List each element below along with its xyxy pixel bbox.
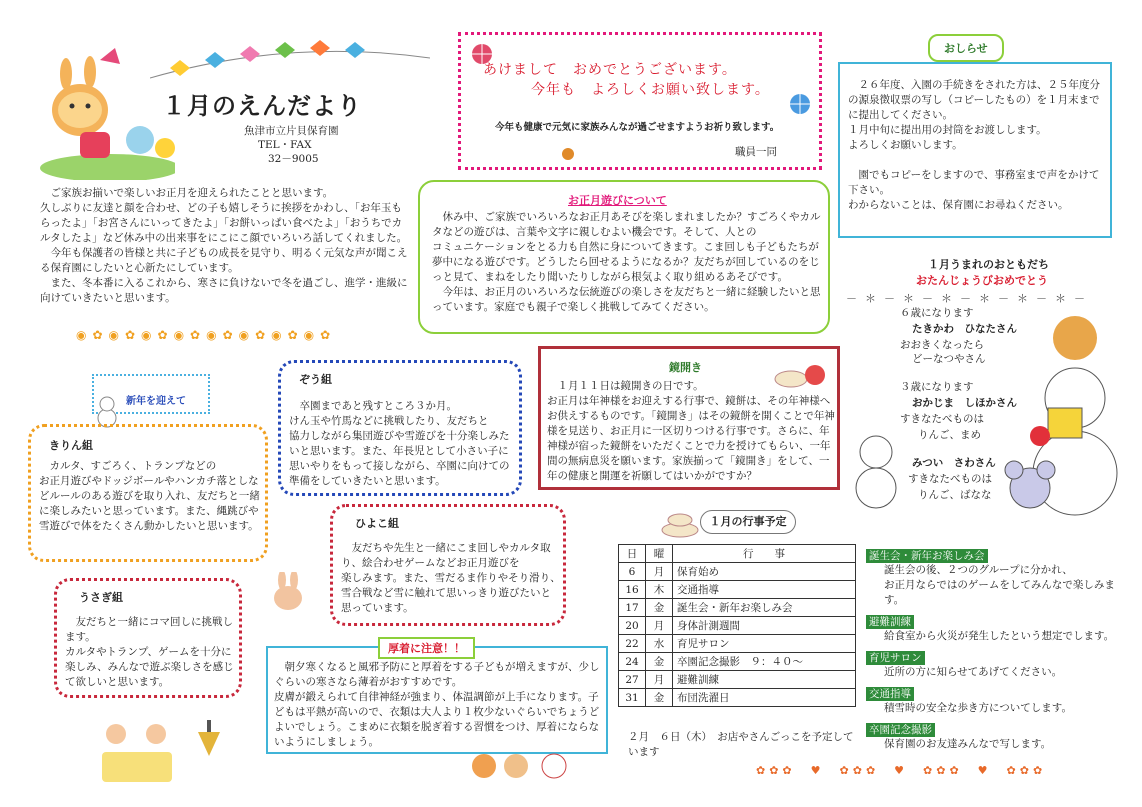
atsugi-heading: 厚着に注意！！: [388, 642, 465, 655]
schedule-event: 布団洗濯日: [673, 689, 856, 707]
greeting-box: [458, 32, 822, 170]
kirin-heading: きりん組: [49, 439, 93, 452]
table-row: [619, 671, 856, 689]
event-item: [866, 682, 1116, 716]
table-row: [619, 653, 856, 671]
greeting-signature: 職員一同: [735, 146, 777, 158]
event-text: 誕生会の後、２つのグループに分かれ、 お正月ならではのゲームをしてみんなで楽しみます。: [884, 564, 1115, 606]
event-text: 給食室から火災が発生したという想定でします。: [884, 630, 1115, 642]
event-tag: 避難訓練: [866, 615, 914, 629]
kagami-box: [538, 346, 840, 490]
birthday-frame-deco: －＊－＊－＊－＊－＊－＊－: [846, 292, 1093, 305]
schedule-day: 22: [619, 635, 646, 653]
schedule-weekday: 木: [646, 581, 673, 599]
event-tag: 卒園記念撮影: [866, 723, 935, 737]
schedule-event: 誕生会・新年お楽しみ会: [673, 599, 856, 617]
temari-ball-icon: [789, 93, 811, 115]
greeting-wish: 今年も健康で元気に家族みんなが過ごせますようお祈り致します。: [495, 122, 780, 133]
newyear-banner-text: 新年を迎えて: [126, 396, 186, 407]
usagi-heading: うさぎ組: [79, 591, 123, 604]
schedule-header-day: 日: [619, 545, 646, 563]
notice-body: ２６年度、入園の手続きをされた方は、２５年度分の源泉徴収票の写し（コピーしたもの）を１月末までに提出してください。 １月中旬に提出用の封筒をお渡しします。 よろしくお願いします。 園でもコピーをしますので、事務室まで声をかけて下さい。 わからないことは、保育園にお尋ねください。: [848, 79, 1100, 211]
event-item: [866, 646, 1116, 680]
birthday-kid-3-line1: すきなたべものは: [908, 473, 992, 485]
schedule-header-row: [619, 545, 856, 563]
schedule-event: 交通指導: [673, 581, 856, 599]
table-row: [619, 689, 856, 707]
kagami-heading: 鏡開き: [669, 361, 702, 374]
kirin-body: カルタ、すごろく、トランプなどの お正月遊びやドッジボールやハンカチ落としなどルールのある遊びを取り入れ、友だちと一緒に楽しみたいと思っています。また、縄跳びや雪遊びで体をたくさん動かしたいと思います。: [39, 460, 260, 532]
schedule-header-event: 行 事: [673, 545, 856, 563]
kite-string-deco: [150, 38, 430, 88]
event-tag: 誕生会・新年お楽しみ会: [866, 549, 988, 563]
schedule-weekday: 金: [646, 689, 673, 707]
schedule-weekday: 水: [646, 635, 673, 653]
zou-box: [278, 360, 522, 496]
event-text: 積雪時の安全な歩き方についてします。: [884, 702, 1072, 714]
page-title: １月のえんだより: [162, 92, 362, 120]
events-list: [866, 544, 1116, 752]
spinning-top-icon: [196, 718, 222, 758]
school-name: 魚津市立片貝保育園: [244, 125, 339, 137]
table-row: [619, 635, 856, 653]
atsugi-box: [266, 646, 608, 754]
schedule-event: 保育始め: [673, 563, 856, 581]
event-text: 近所の方に知らせてあげてください。: [884, 666, 1063, 678]
schedule-weekday: 月: [646, 671, 673, 689]
bottom-animals-illustration: [466, 746, 576, 786]
schedule-event: 卒園記念撮影 ９：４０～: [673, 653, 856, 671]
schedule-header-weekday: 曜: [646, 545, 673, 563]
birthday-kid-2-line1: すきなたべものは: [900, 413, 984, 425]
event-tag: 交通指導: [866, 687, 914, 701]
event-item: [866, 544, 1116, 608]
schedule-day: 17: [619, 599, 646, 617]
schedule-weekday: 月: [646, 617, 673, 635]
usagi-body: 友だちと一緒にコマ回しに挑戦します。 カルタやトランプ、ゲームを十分に楽しみ、みんなで遊ぶ楽しさを感じて欲しいと思います。: [65, 616, 234, 688]
table-row: [619, 563, 856, 581]
notice-heading: [928, 34, 1004, 62]
notice-heading-text: おしらせ: [944, 42, 988, 55]
table-row: [619, 617, 856, 635]
table-row: [619, 599, 856, 617]
bottom-deco-row: ✿✿✿ ♥ ✿✿✿ ♥ ✿✿✿ ♥ ✿✿✿: [756, 764, 1047, 777]
birthday-kid-3-line2: りんご、ばなな: [918, 489, 992, 501]
hiyoko-heading: ひよこ組: [355, 517, 399, 530]
schedule-footnote: ２月 ６日（木） お店やさんごっこを予定しています: [628, 731, 854, 758]
schedule-heading: １月の行事予定: [709, 515, 787, 528]
oshogatsu-heading: お正月遊びについて: [568, 194, 667, 207]
event-item: [866, 718, 1116, 752]
greeting-line-2: 今年も よろしくお願い致します。: [531, 82, 770, 98]
schedule-day: 31: [619, 689, 646, 707]
notice-box: [838, 62, 1112, 238]
mouse-illustration: [1000, 456, 1060, 516]
hiyoko-body: 友だちや先生と一緒にこま回しやカルタ取り、絵合わせゲームなどお正月遊びを 楽しみます。また、雪だるま作りやそり滑り、雪合戦など雪に触れて思いっきり遊びたいと思っています。: [341, 542, 561, 614]
schedule-event: 育児サロン: [673, 635, 856, 653]
schedule-table: [618, 544, 856, 707]
birthday-kid-1-line1: おおきくなったら: [900, 339, 984, 351]
schedule-heading-box: [700, 510, 796, 534]
hiyoko-box: [330, 504, 566, 626]
schedule-weekday: 月: [646, 563, 673, 581]
schedule-day: 6: [619, 563, 646, 581]
schedule-weekday: 金: [646, 599, 673, 617]
birthday-kid-2-name: おかじま しほかさん: [912, 397, 1017, 409]
birthday-subheading: おたんじょうびおめでとう: [916, 274, 1048, 287]
table-row: [619, 581, 856, 599]
temari-ball-icon: [561, 147, 575, 161]
birthday-kid-1-line2: どーなつやさん: [912, 353, 986, 365]
birthday-kid-1-age: ６歳になります: [900, 307, 974, 319]
tel-number: 32－9005: [268, 153, 319, 165]
birthday-kid-2-age: ３歳になります: [900, 381, 974, 393]
zou-heading: ぞう組: [299, 373, 332, 386]
kagami-mochi-icon: [660, 504, 700, 538]
atsugi-heading-box: [378, 637, 475, 659]
kagami-body: １月１１日は鏡開きの日です。 お正月は年神様をお迎えする行事で、鏡餅は、その年神様へお供えするものです。「鏡開き」はその鏡餅を開くことで年神様を見送り、お正月に一区切りつける行事です。さらに、年神様が宿った鏡餅をいただくことで力を授けてもらい、一年間の無病息災を願います。家族揃って「鏡開き」をして、一年の健康と開運を祈願してはいかがですか？: [547, 380, 835, 482]
usagi-box: [54, 578, 242, 698]
schedule-weekday: 金: [646, 653, 673, 671]
schedule-day: 16: [619, 581, 646, 599]
rabbit-illustration: [270, 572, 306, 612]
kirin-box: [28, 424, 268, 562]
schedule-day: 24: [619, 653, 646, 671]
event-item: [866, 610, 1116, 644]
schedule-day: 27: [619, 671, 646, 689]
children-karuta-illustration: [92, 712, 182, 788]
zou-body: 卒園まであと残すところ３か月。 けん玉や竹馬などに挑戦したり、友だちと 協力しながら集団遊びや雪遊びを十分楽しみたいと思います。また、年長児として小さい子に思いやりをもって接しながら、卒園に向けての準備をしていきたいと思います。: [289, 400, 510, 487]
birthday-kid-2-line2: りんご、まめ: [918, 429, 981, 441]
schedule-day: 20: [619, 617, 646, 635]
schedule-event: 避難訓練: [673, 671, 856, 689]
atsugi-body: 朝夕寒くなると風邪予防にと厚着をする子どもが増えますが、少しぐらいの寒さなら薄着がおすすめです。 皮膚が鍛えられて自律神経が強まり、体温調節が上手になります。子どもは平熱が高いので、衣類は大人より１枚少ないぐらいでちょうどよいでしょう。こまめに衣類を脱ぎ着する習慣をつけ、厚着にならないようにしましょう。: [274, 661, 600, 748]
tel-label: TEL・FAX: [258, 139, 312, 151]
birthday-kid-3-name: みつい さわさん: [912, 457, 996, 469]
event-text: 保育園のお友達みんなで写します。: [884, 738, 1052, 750]
birthday-heading: １月うまれのおともだち: [928, 258, 1049, 271]
snowman-icon: [94, 394, 120, 428]
schedule-event: 身体計測週間: [673, 617, 856, 635]
decorative-border-row: ◉✿◉✿◉✿◉✿◉✿◉✿◉✿◉✿: [76, 328, 337, 342]
intro-text: ご家族お揃いで楽しいお正月を迎えられたことと思います。 久しぶりに友達と顔を合わせ、どの子も嬉しそうに挨拶をかわし、「お年玉もらったよ」「お宮さんにいってきたよ」「お餅いっぱい食べたよ」「おうちでカルタしたよ」など休み中の出来事をにこにこ顔でいろいろ話してくれました。 今年も保護者の皆様と共に子どもの成長を見守り、明るく元気な声が聞こえる保育園にしたいと心新たにしています。 また、冬本番に入るこれから、寒さに負けないで冬を過ごし、進学・進級に向けていきたいと思います。: [40, 187, 408, 304]
event-tag: 育児サロン: [866, 651, 925, 665]
oshogatsu-box: [418, 180, 830, 334]
greeting-line-1: あけまして おめでとうございます。: [483, 62, 737, 78]
oshogatsu-body: 休み中、ご家族でいろいろなお正月あそびを楽しまれましたか？すごろくやカルタなどの遊びは、言葉や文字に親しむよい機会です。そして、人との コミュニケーションをとる力も自然に身についてきます。こま回しも子どもたちが夢中になる遊びです。どうしたら回せるようになるか？友だちが回しているのをじっと見て、まねをしたり聞いたりしながら根気よく取り組めるあそびです。 今年は、お正月のいろいろな伝統遊びの楽しさを友だちと一緒に経験したいと思っています。家庭でも親子で楽しく挑戦してみてください。: [432, 211, 821, 313]
small-snowman-illustration: [846, 430, 906, 510]
birthday-kid-1-name: たきかわ ひなたさん: [912, 323, 1017, 335]
